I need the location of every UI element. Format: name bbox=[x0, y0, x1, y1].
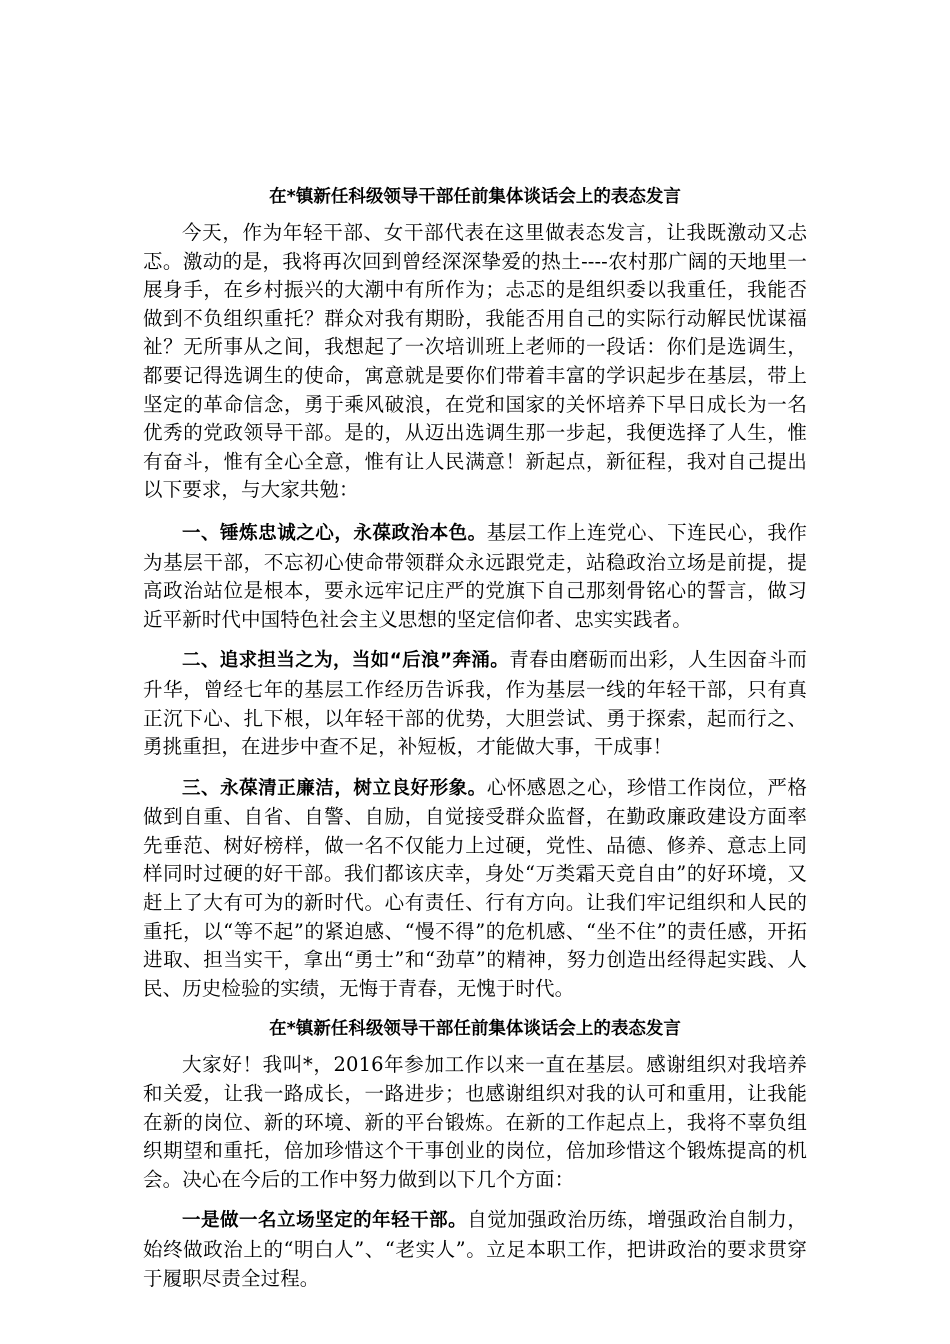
point-text-2: 青春由磨砺而出彩，人生因奋斗而升华，曾经七年的基层工作经历告诉我，作为基层一线的年轻干部，只有真正沉下心、扎下根，以年轻干部的优势，大胆尝试、勇于探索，起而行之、勇挑重担，在进步中查不足，补短板，才能做大事，干成事！ bbox=[143, 648, 807, 759]
point-paragraph-2 bbox=[143, 646, 807, 761]
second-intro-paragraph: 大家好！我叫*，2016年参加工作以来一直在基层。感谢组织对我培养和关爱，让我一路成长，一路进步；也感谢组织对我的认可和重用，让我能在新的岗位、新的环境、新的平台锻炼。在新的工作起点上，我将不辜负组织期望和重托，倍加珍惜这个干事创业的岗位，倍加珍惜这个锻炼提高的机会。决心在今后的工作中努力做到以下几个方面： bbox=[143, 1053, 807, 1191]
second-point-heading-1: 一是做一名立场坚定的年轻干部。 bbox=[182, 1210, 468, 1232]
second-point-text-1: 自觉加强政治历练，增强政治自制力，始终做政治上的“明白人”、“老实人”。立足本职工作，把讲政治的要求贯穿于履职尽责全过程。 bbox=[143, 1208, 807, 1290]
point-paragraph-1 bbox=[143, 519, 807, 634]
point-heading-2: 二、追求担当之为，当如“后浪”奔涌。 bbox=[182, 650, 510, 672]
document-page bbox=[143, 183, 807, 1305]
point-heading-1: 一、锤炼忠诚之心，永葆政治本色。 bbox=[182, 522, 487, 544]
point-paragraph-3 bbox=[143, 774, 807, 1004]
second-point-paragraph-1 bbox=[143, 1206, 807, 1293]
intro-paragraph: 今天，作为年轻干部、女干部代表在这里做表态发言，让我既激动又忐忑。激动的是，我将再次回到曾经深深挚爱的热土----农村那广阔的天地里一展身手，在乡村振兴的大潮中有所作为；忐忑的是组织委以我重任，我能否做到不负组织重托？群众对我有期盼，我能否用自己的实际行动解民忧谋福祉？无所事从之间，我想起了一次培训班上老师的一段话：你们是选调生，都要记得选调生的使命，寓意就是要你们带着丰富的学识起步在基层，带上坚定的革命信念，勇于乘风破浪，在党和国家的关怀培养下早日成长为一名优秀的党政领导干部。是的，从迈出选调生那一步起，我便选择了人生，惟有奋斗，惟有全心全意，惟有让人民满意！新起点，新征程，我对自己提出以下要求，与大家共勉： bbox=[143, 221, 807, 502]
point-text-3: 心怀感恩之心，珍惜工作岗位，严格做到自重、自省、自警、自励，自觉接受群众监督，在勤政廉政建设方面率先垂范、树好榜样，做一名不仅能力上过硬，党性、品德、修养、意志上同样同时过硬的好干部。我们都该庆幸，身处“万类霜天竞自由”的好环境，又赶上了大有可为的新时代。心有责任、行有方向。让我们牢记组织和人民的重托，以“等不起”的紧迫感、“慢不得”的危机感、“坐不住”的责任感，开拓进取、担当实干，拿出“勇士”和“劲草”的精神，努力创造出经得起实践、人民、历史检验的实绩，无悔于青春，无愧于时代。 bbox=[143, 775, 807, 1000]
second-document-title: 在*镇新任科级领导干部任前集体谈话会上的表态发言 bbox=[269, 1019, 681, 1040]
document-title: 在*镇新任科级领导干部任前集体谈话会上的表态发言 bbox=[269, 187, 681, 207]
point-text-1: 基层工作上连党心、下连民心，我作为基层干部，不忘初心使命带领群众永远跟党走，站稳政治立场是前提，提高政治站位是根本，要永远牢记庄严的党旗下自己那刻骨铭心的誓言，做习近平新时代中国特色社会主义思想的坚定信仰者、忠实实践者。 bbox=[143, 520, 807, 631]
point-heading-3: 三、永葆清正廉洁，树立良好形象。 bbox=[182, 777, 487, 799]
